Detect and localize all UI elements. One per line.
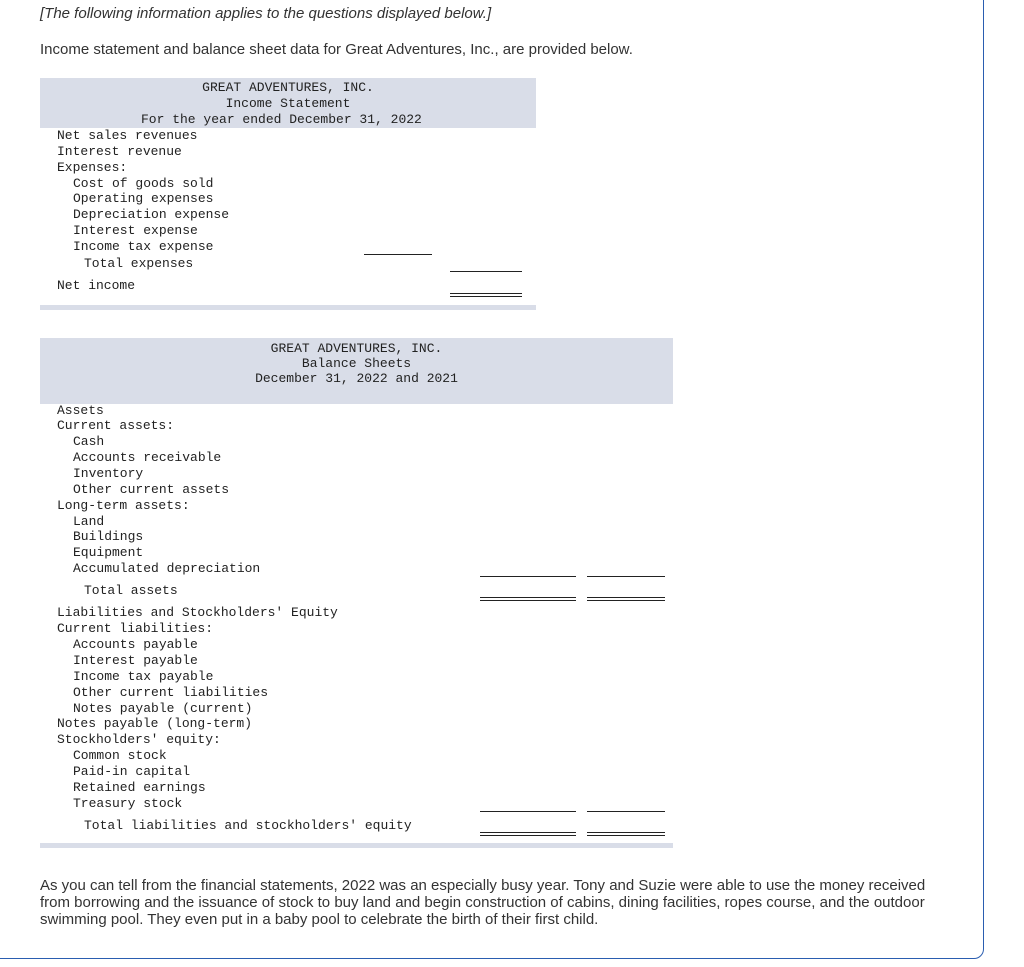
total-liabilities-equity-label: Total liabilities and stockholders' equity (84, 818, 412, 833)
expense-label: Interest expense (73, 223, 198, 238)
line-item-label: Retained earnings (73, 780, 206, 795)
line-item-label: Buildings (73, 529, 144, 544)
total-expenses-underline (450, 271, 522, 272)
intro-text: Income statement and balance sheet data for Great Adventures, Inc., are provided below. (40, 41, 633, 58)
line-item-label: Inventory (73, 466, 144, 481)
line-item-label: Common stock (73, 748, 167, 763)
line-item-label: Cash (73, 434, 105, 449)
line-item-label: Other current liabilities (73, 685, 269, 700)
equity-label: Stockholders' equity: (57, 732, 221, 747)
expenses-underline (364, 254, 432, 255)
expense-label: Depreciation expense (73, 207, 230, 222)
net-sales-label: Net sales revenues (57, 128, 198, 143)
line-item-label: Land (73, 514, 105, 529)
expenses-label: Expenses: (57, 160, 128, 175)
total-assets-label: Total assets (84, 583, 178, 598)
balance-sheet-bottom-bar (40, 843, 673, 848)
equity-underline-2021 (587, 811, 665, 812)
bs-company: GREAT ADVENTURES, INC. (270, 341, 443, 356)
expense-label: Cost of goods sold (73, 176, 214, 191)
line-item-label: Other current assets (73, 482, 230, 497)
liabilities-equity-label: Liabilities and Stockholders' Equity (57, 605, 338, 620)
line-item-label: Notes payable (current) (73, 701, 253, 716)
net-income-double-underline (450, 293, 522, 297)
line-item-label: Income tax payable (73, 669, 214, 684)
expense-label: Income tax expense (73, 239, 214, 254)
total-le-double-underline-2022 (480, 832, 576, 836)
is-title: Income Statement (225, 96, 351, 111)
total-expenses-label: Total expenses (84, 256, 194, 271)
intro-note: [The following information applies to the questions displayed below.] (40, 5, 492, 22)
total-assets-double-underline-2021 (587, 597, 665, 601)
assets-underline-2021 (587, 576, 665, 577)
total-le-double-underline-2021 (587, 832, 665, 836)
current-liabilities-label: Current liabilities: (57, 621, 214, 636)
expense-label: Operating expenses (73, 191, 214, 206)
line-item-label: Accumulated depreciation (73, 561, 261, 576)
line-item-label: Accounts payable (73, 637, 198, 652)
net-income-label: Net income (57, 278, 136, 293)
line-item-label: Equipment (73, 545, 144, 560)
is-company: GREAT ADVENTURES, INC. (202, 80, 374, 95)
equity-underline-2022 (480, 811, 576, 812)
line-item-label: Interest payable (73, 653, 198, 668)
total-assets-double-underline-2022 (480, 597, 576, 601)
income-statement-bottom-bar (40, 305, 536, 310)
closing-paragraph: As you can tell from the financial statements, 2022 was an especially busy year. Tony and Suzie were able to use the money received from borrowing and the issuance of stock to buy land and begin construction of cabins, dining facilities, ropes course, and the outdoor swimming pool. They even put in a baby pool to celebrate the birth of their first child. (40, 877, 926, 928)
assets-underline-2022 (480, 576, 576, 577)
line-item-label: Treasury stock (73, 796, 183, 811)
interest-revenue-label: Interest revenue (57, 144, 182, 159)
bs-title: Balance Sheets (301, 356, 412, 371)
assets-label: Assets (57, 403, 104, 418)
long-term-assets-label: Long-term assets: (57, 498, 190, 513)
bs-period: December 31, 2022 and 2021 (255, 371, 458, 386)
notes-payable-long-term-label: Notes payable (long-term) (57, 716, 253, 731)
current-assets-label: Current assets: (57, 418, 175, 433)
line-item-label: Accounts receivable (73, 450, 222, 465)
line-item-label: Paid-in capital (73, 764, 191, 779)
is-period: For the year ended December 31, 2022 (141, 112, 422, 127)
